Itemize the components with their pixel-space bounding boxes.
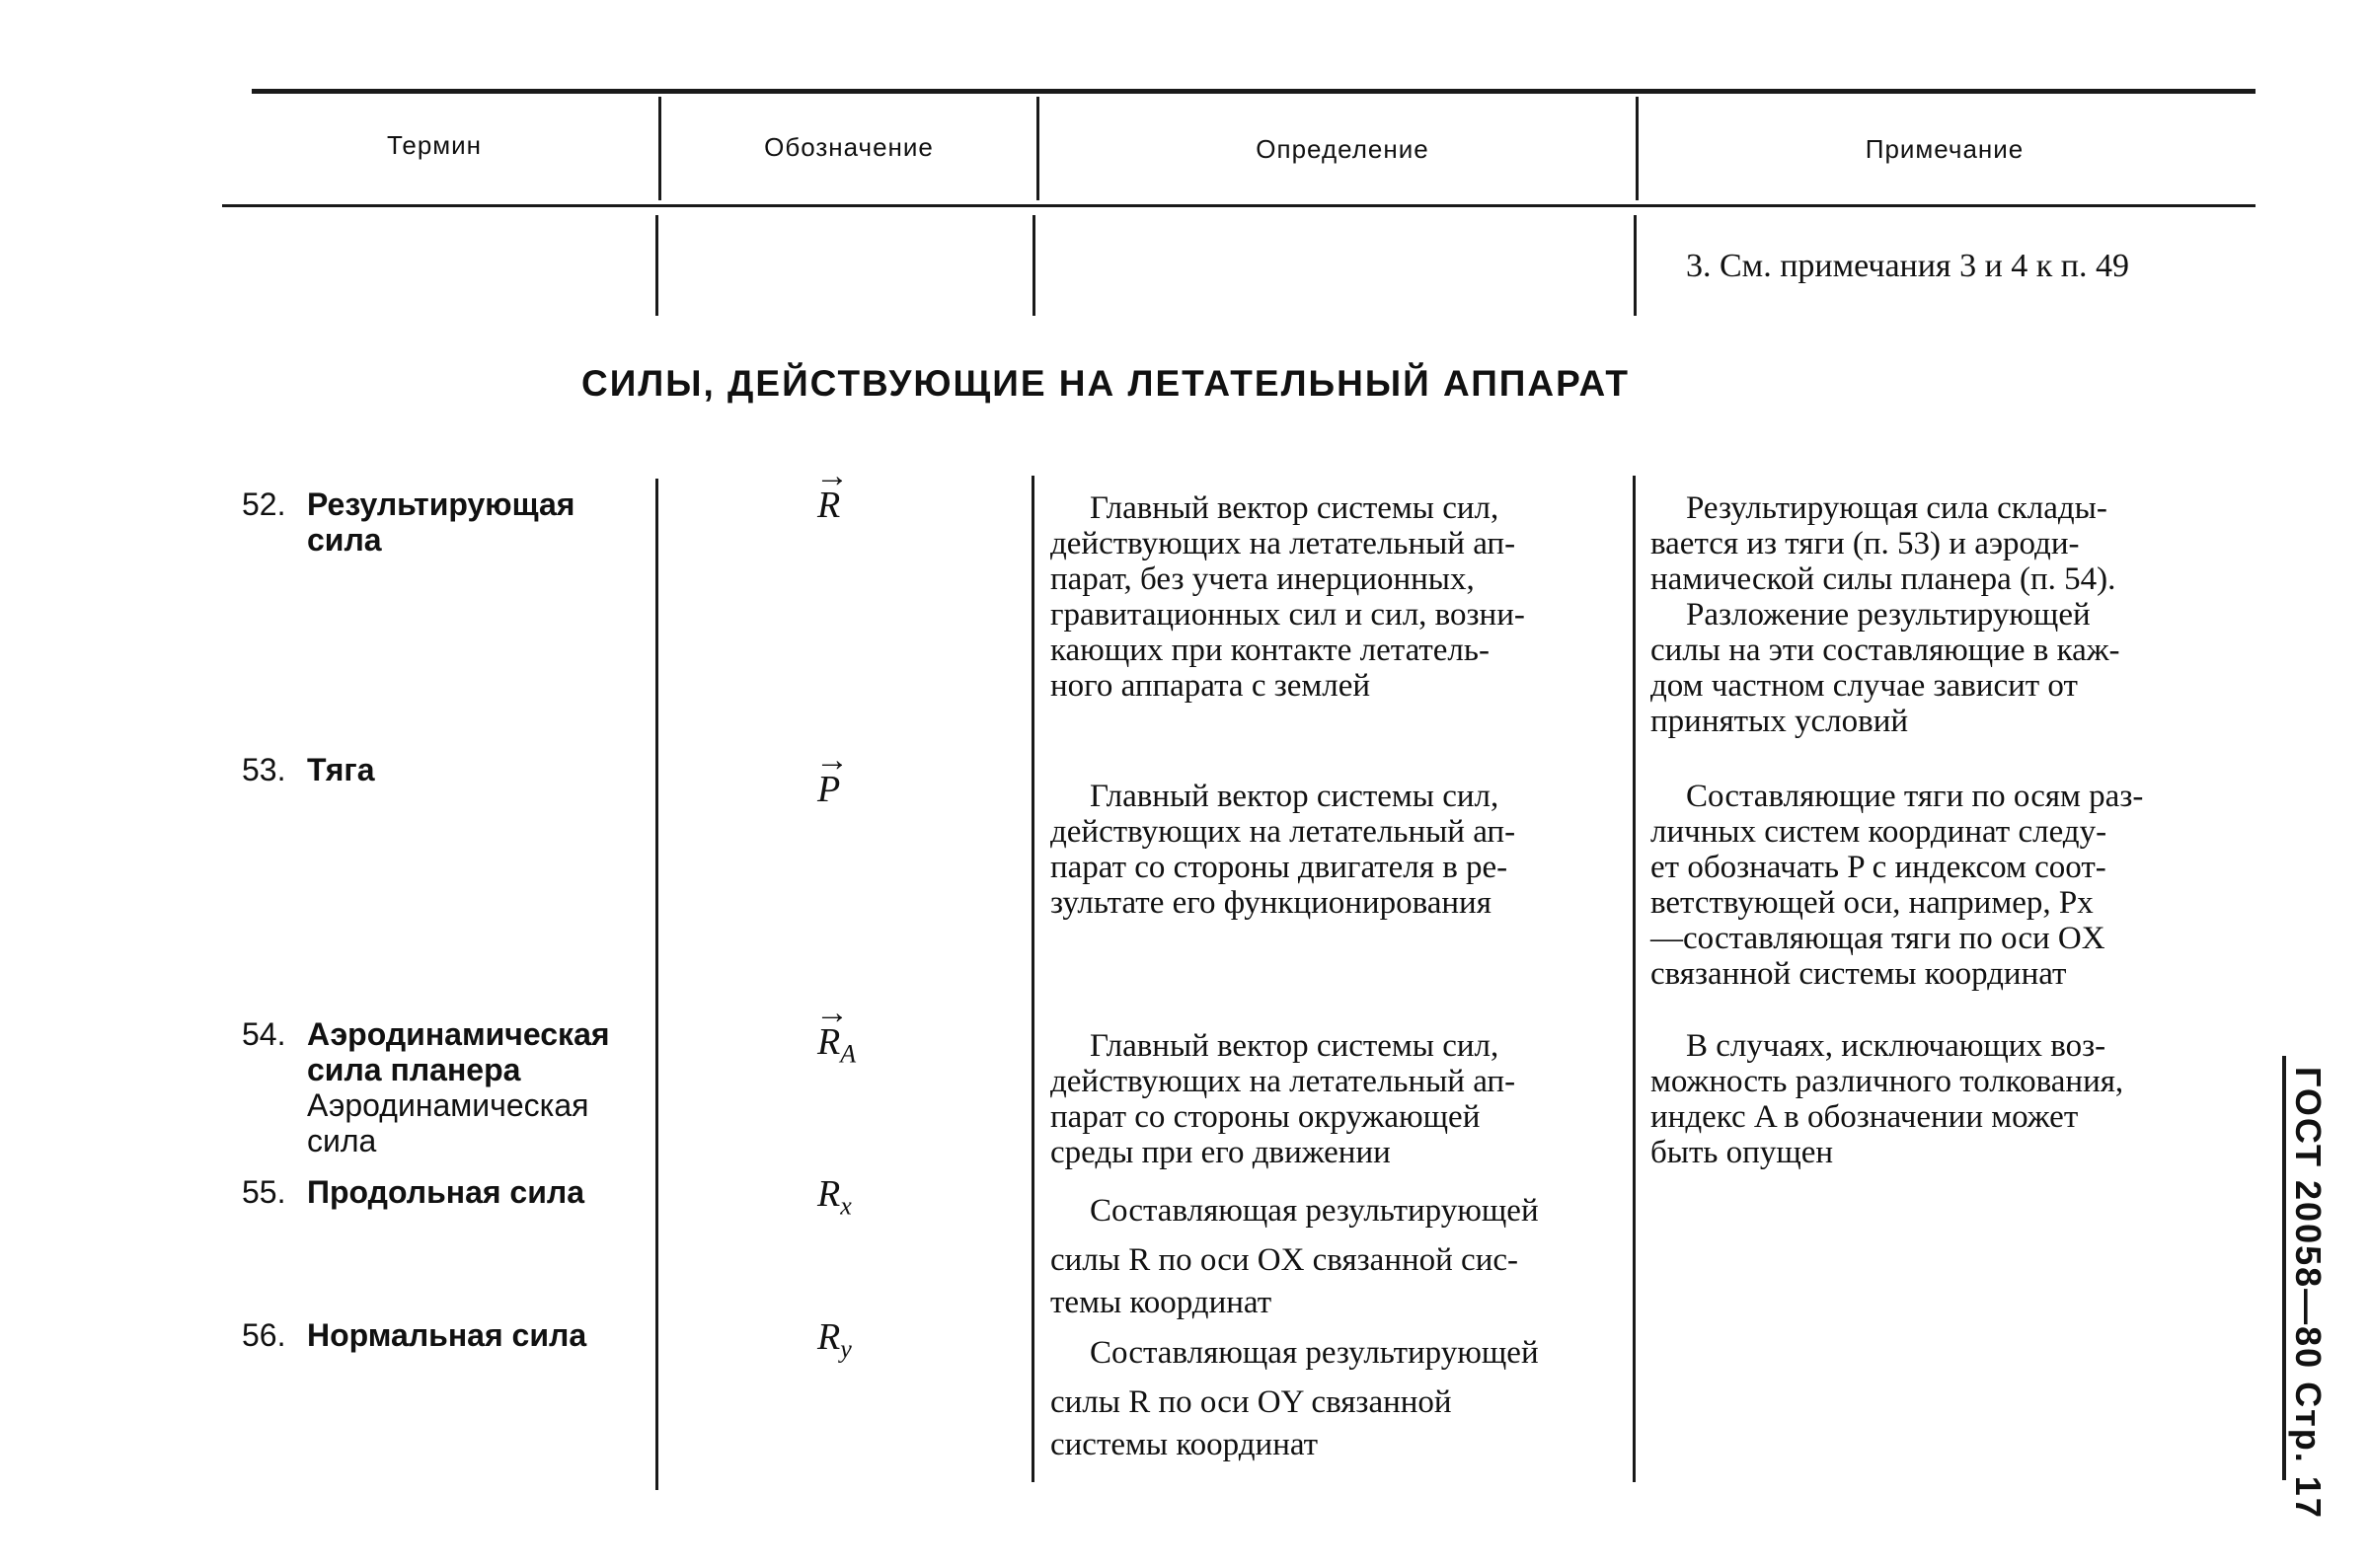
term-number: 56.: [242, 1317, 286, 1353]
note-line: индекс A в обозначении может: [1650, 1099, 2079, 1135]
term-name: Аэродинамическая: [307, 1016, 610, 1052]
note-52: [1650, 490, 2233, 739]
header-divider-2: [1036, 97, 1039, 200]
header-definition: Определение: [1256, 134, 1429, 164]
term-number: 52.: [242, 486, 286, 522]
note-line: принятых условий: [1650, 704, 1909, 739]
note-line: ет обозначать P с индексом соот-: [1650, 850, 2106, 885]
definition-53: [1050, 779, 1627, 921]
def-line: силы R по оси OY связанной: [1050, 1384, 1452, 1420]
symbol-subscript: x: [840, 1191, 852, 1221]
def-line: зультате его функционирования: [1050, 885, 1491, 921]
top-rule: [252, 89, 2256, 94]
symbol-56: [817, 1315, 852, 1365]
def-line: Главный вектор системы сил,: [1090, 490, 1499, 526]
symbol-letter: R: [817, 1021, 841, 1063]
note-line: дом частном случае зависит от: [1650, 668, 2078, 704]
term-number: 55.: [242, 1174, 286, 1210]
term-53: [242, 752, 656, 787]
def-line: действующих на летательный ап-: [1050, 814, 1516, 850]
note-line: намической силы планера (п. 54).: [1650, 561, 2116, 597]
vector-arrow-icon: →: [815, 742, 849, 779]
def-line: парат со стороны окружающей: [1050, 1099, 1481, 1135]
note-line: силы на эти составляющие в каж-: [1650, 633, 2120, 668]
note-53: [1650, 779, 2233, 992]
def-line: среды при его движении: [1050, 1135, 1391, 1170]
cont-divider-3: [1634, 215, 1637, 316]
def-line: системы координат: [1050, 1427, 1319, 1462]
term-number: 53.: [242, 752, 286, 787]
definition-52: [1050, 490, 1627, 704]
def-line: гравитационных сил и сил, возни-: [1050, 597, 1525, 633]
header-note: Примечание: [1865, 134, 2025, 164]
cont-divider-1: [655, 215, 658, 316]
symbol-55: [817, 1172, 852, 1222]
def-line: Составляющая результирующей: [1090, 1335, 1539, 1371]
note-line: —составляющая тяги по оси OX: [1650, 921, 2105, 956]
vector-arrow-icon: →: [815, 458, 849, 494]
def-line: Составляющая результирующей: [1090, 1193, 1539, 1229]
definition-56: [1050, 1328, 1627, 1462]
symbol-letter: R: [817, 1173, 841, 1215]
body-divider-3: [1633, 476, 1636, 1482]
def-line: Главный вектор системы сил,: [1090, 779, 1499, 814]
def-line: парат, без учета инерционных,: [1050, 561, 1475, 597]
term-name: Нормальная сила: [307, 1317, 587, 1353]
note-line: личных систем координат следу-: [1650, 814, 2107, 850]
def-line: кающих при контакте летатель-: [1050, 633, 1490, 668]
term-52: [242, 486, 656, 558]
def-line: силы R по оси OX связанной сис-: [1050, 1242, 1518, 1278]
note-line: быть опущен: [1650, 1135, 1834, 1170]
header-bottom-rule: [222, 204, 2256, 207]
term-synonym-line1: Аэродинамическая: [307, 1087, 589, 1123]
symbol-letter: P: [817, 769, 841, 810]
definition-55: [1050, 1186, 1627, 1320]
continued-note: 3. См. примечания 3 и 4 к п. 49: [1686, 248, 2129, 284]
note-line: Результирующая сила склады-: [1686, 490, 2107, 526]
symbol-52: [815, 458, 849, 527]
body-divider-2: [1032, 476, 1034, 1482]
def-line: действующих на летательный ап-: [1050, 1064, 1516, 1099]
header-symbol: Обозначение: [764, 132, 934, 162]
term-name-line2: сила планера: [307, 1052, 521, 1087]
term-54: [242, 1016, 656, 1158]
term-synonym-line2: сила: [307, 1123, 377, 1158]
symbol-53: [815, 742, 849, 811]
cont-divider-2: [1033, 215, 1035, 316]
symbol-letter: R: [817, 485, 841, 526]
note-line: связанной системы координат: [1650, 956, 2067, 992]
term-55: [242, 1174, 656, 1210]
term-56: [242, 1317, 656, 1353]
note-54: [1650, 1028, 2233, 1170]
note-line: Составляющие тяги по осям раз-: [1686, 779, 2144, 814]
symbol-54: [815, 995, 857, 1070]
term-name: Результирующая: [307, 486, 575, 522]
symbol-subscript: A: [840, 1039, 857, 1069]
note-line: Разложение результирующей: [1686, 597, 2091, 633]
side-rule: [2282, 1056, 2286, 1480]
term-name: Продольная сила: [307, 1174, 585, 1210]
side-running-head: ГОСТ 20058—80 Стр. 17: [2288, 1067, 2329, 1520]
note-line: вается из тяги (п. 53) и аэроди-: [1650, 526, 2080, 561]
def-line: темы координат: [1050, 1285, 1272, 1320]
header-divider-1: [658, 97, 661, 200]
note-line: можность различного толкования,: [1650, 1064, 2124, 1099]
def-line: Главный вектор системы сил,: [1090, 1028, 1499, 1064]
header-term: Термин: [386, 130, 483, 160]
term-name: Тяга: [307, 752, 375, 787]
definition-54: [1050, 1028, 1627, 1170]
def-line: парат со стороны двигателя в ре-: [1050, 850, 1508, 885]
def-line: ного аппарата с землей: [1050, 668, 1371, 704]
section-title: СИЛЫ, ДЕЙСТВУЮЩИЕ НА ЛЕТАТЕЛЬНЫЙ АППАРАТ: [580, 363, 1631, 404]
header-divider-3: [1636, 97, 1639, 200]
symbol-letter: R: [817, 1316, 841, 1358]
note-line: ветствующей оси, например, Px: [1650, 885, 2094, 921]
symbol-subscript: y: [840, 1334, 852, 1364]
note-line: В случаях, исключающих воз-: [1686, 1028, 2106, 1064]
vector-arrow-icon: →: [815, 995, 849, 1031]
def-line: действующих на летательный ап-: [1050, 526, 1516, 561]
term-number: 54.: [242, 1016, 286, 1052]
term-name-line2: сила: [307, 522, 382, 558]
